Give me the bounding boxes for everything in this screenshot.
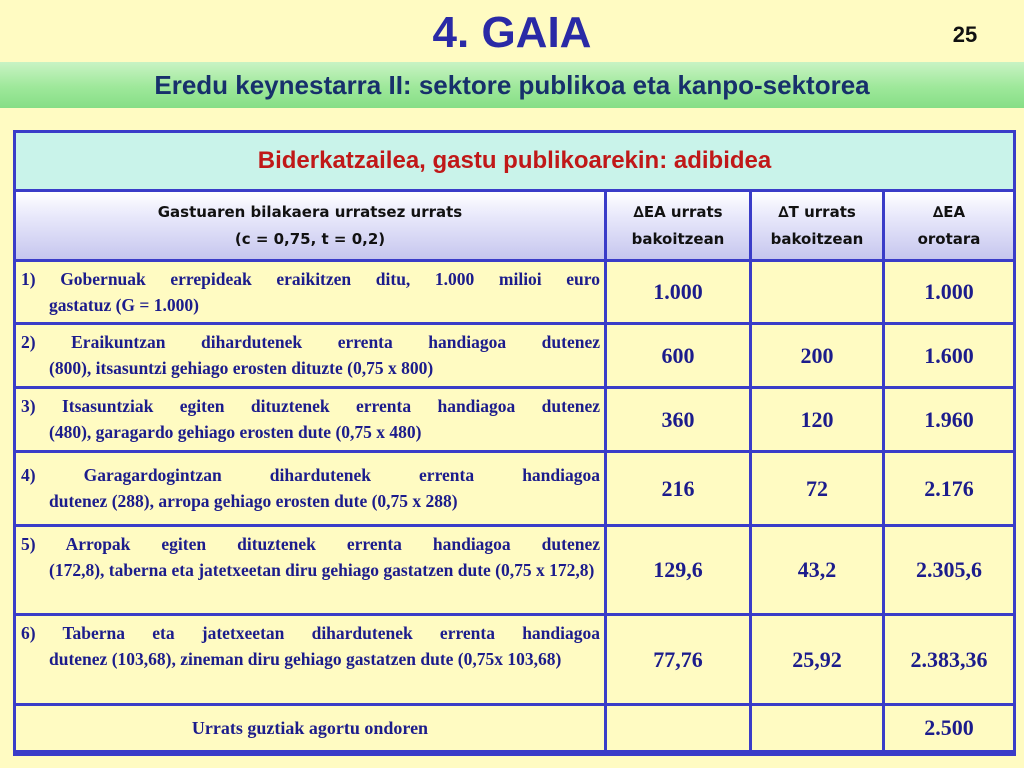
table-row-6-ea: 77,76 [607, 616, 749, 703]
table-row-4-total: 2.176 [885, 453, 1013, 524]
table-row-1-total: 1.000 [885, 262, 1013, 322]
table-row-5-ea: 129,6 [607, 527, 749, 613]
table-row-1-t [752, 262, 882, 322]
slide-title: 4. GAIA [432, 8, 592, 57]
header-ea-step [607, 192, 749, 259]
table-footer-label: Urrats guztiak agortu ondoren [16, 706, 604, 750]
page-number: 25 [952, 22, 978, 47]
table-row-3-t: 120 [752, 389, 882, 450]
table-row-2-t: 200 [752, 325, 882, 386]
table-title: Biderkatzailea, gastu publikoarekin: adibidea [16, 133, 1013, 189]
table-row-6-description: 6) Taberna eta jatetxeetan dihardutenek errenta handiagoa dutenez (103,68), zineman diru gehiago gastatzen dute (0,75x 103,68) [16, 616, 604, 703]
header-description-line2: (c = 0,75, t = 0,2) [234, 229, 386, 248]
header-ea-step-line2: bakoitzean [631, 229, 725, 248]
table-row-3-total: 1.960 [885, 389, 1013, 450]
table-row-2-ea: 600 [607, 325, 749, 386]
header-ea-total-line2: orotara [917, 229, 981, 248]
table-row-2-total: 1.600 [885, 325, 1013, 386]
table-row-4-t: 72 [752, 453, 882, 524]
table-row-4-description: 4) Garagardogintzan dihardutenek errenta handiagoa dutenez (288), arropa gehiago erosten dute (0,75 x 288) [16, 453, 604, 524]
table-row-4-ea: 216 [607, 453, 749, 524]
multiplier-table [13, 130, 1016, 756]
table-row-6-total: 2.383,36 [885, 616, 1013, 703]
header-ea-step-line1: ∆EA urrats [633, 202, 723, 221]
table-footer-ea [607, 706, 749, 750]
table-footer-total: 2.500 [885, 706, 1013, 750]
header-t-step-line1: ∆T urrats [778, 202, 856, 221]
header-t-step [752, 192, 882, 259]
table-row-5-t: 43,2 [752, 527, 882, 613]
slide-subtitle: Eredu keynestarra II: sektore publikoa eta kanpo-sektorea [0, 62, 1024, 108]
table-row-5-total: 2.305,6 [885, 527, 1013, 613]
table-row-3-ea: 360 [607, 389, 749, 450]
table-row-3-description: 3) Itsasuntziak egiten dituztenek errenta handiagoa dutenez (480), garagardo gehiago erosten dute (0,75 x 480) [16, 389, 604, 450]
table-row-5-description: 5) Arropak egiten dituztenek errenta handiagoa dutenez (172,8), taberna eta jatetxeetan diru gehiago gastatzen dute (0,75 x 172,8) [16, 527, 604, 613]
table-footer-t [752, 706, 882, 750]
header-description-line1: Gastuaren bilakaera urratsez urrats [157, 202, 463, 221]
table-row-1-description: 1) Gobernuak errepideak eraikitzen ditu, 1.000 milioi euro gastatuz (G = 1.000) [16, 262, 604, 322]
header-t-step-line2: bakoitzean [770, 229, 864, 248]
header-ea-total [885, 192, 1013, 259]
table-row-2-description: 2) Eraikuntzan dihardutenek errenta handiagoa dutenez (800), itsasuntzi gehiago erosten dituzte (0,75 x 800) [16, 325, 604, 386]
table-row-1-ea: 1.000 [607, 262, 749, 322]
table-row-6-t: 25,92 [752, 616, 882, 703]
header-ea-total-line1: ∆EA [932, 202, 966, 221]
header-description [16, 192, 604, 259]
